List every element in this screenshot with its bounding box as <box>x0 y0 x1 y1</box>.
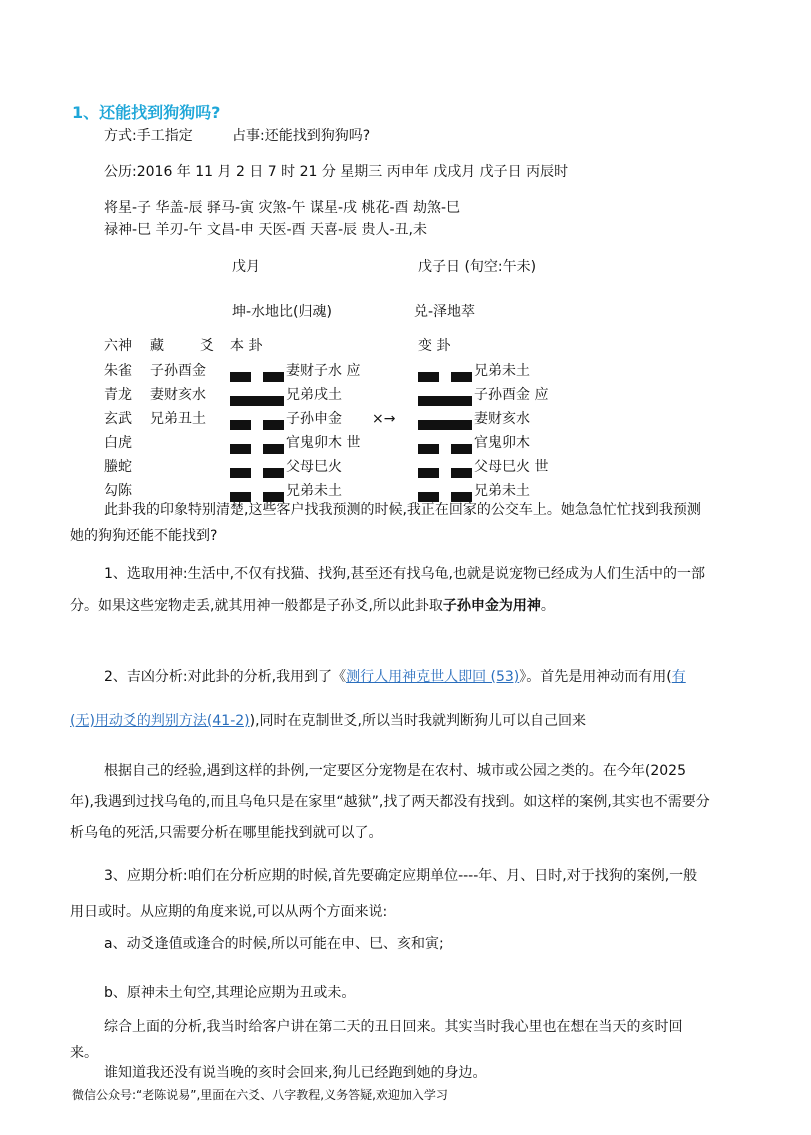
paragraph-jixiong-b: 》。首先是用神动而有用( <box>519 669 672 685</box>
paragraph-yongshen <box>70 558 710 622</box>
liushen-label: 玄武 <box>104 411 132 427</box>
liushen-label: 白虎 <box>104 435 132 451</box>
ben-yao-line <box>230 462 286 481</box>
header-ben: 本 卦 <box>230 338 263 354</box>
hidden-yao-label: 子孙酉金 <box>150 363 206 379</box>
paragraph-jixiong-a: 2、吉凶分析:对此卦的分析,我用到了《 <box>104 669 347 685</box>
ben-yao-line <box>230 414 286 433</box>
moving-mark: ×→ <box>372 411 396 427</box>
hidden-yao-label: 兄弟丑土 <box>150 411 206 427</box>
bian-yao-line <box>418 462 474 481</box>
bian-yao-label: 官鬼卯木 <box>474 435 530 451</box>
paragraph-yongshen-end: 。 <box>540 598 555 614</box>
liushen-label: 朱雀 <box>104 363 132 379</box>
link-dongyao-41-2[interactable]: 有(无)用动爻的判别方法(41-2) <box>70 669 686 729</box>
header-cang: 藏 <box>150 338 164 354</box>
paragraph-yingqi: 3、应期分析:咱们在分析应期的时候,首先要确定应期单位----年、月、日时,对于找狗的案例,一般用日或时。从应期的角度来说,可以从两个方面来说: <box>70 868 698 920</box>
day-label: 戊子日 (旬空:午未) <box>418 259 537 275</box>
calendar-line: 公历:2016 年 11 月 2 日 7 时 21 分 星期三 丙申年 戊戌月 戊子日 丙辰时 <box>104 164 569 180</box>
ben-yao-label: 兄弟未土 <box>286 483 342 499</box>
bian-yao-label: 兄弟未土 <box>474 363 530 379</box>
intro-paragraph: 此卦我的印象特别清楚,这些客户找我预测的时候,我正在回家的公交车上。她急急忙忙找到我预测她的狗狗还能不能找到? <box>70 502 701 544</box>
bian-yao-line <box>418 414 474 433</box>
paragraph-jixiong-c: ),同时在克制世爻,所以当时我就判断狗儿可以自己回来 <box>249 713 586 729</box>
ben-yao-line <box>230 390 286 409</box>
bian-yao-line <box>418 366 474 385</box>
article-title: 1、还能找到狗狗吗? <box>72 103 221 122</box>
ben-yao-label: 兄弟戌土 <box>286 387 342 403</box>
bian-yao-label: 妻财亥水 <box>474 411 530 427</box>
stars-row-1: 将星-子 华盖-辰 驿马-寅 灾煞-午 谋星-戌 桃花-酉 劫煞-巳 <box>104 200 461 216</box>
ben-yao-line <box>230 366 286 385</box>
bian-gua-name: 兑-泽地萃 <box>414 304 476 320</box>
experience-paragraph: 根据自己的经验,遇到这样的卦例,一定要区分宠物是在农村、城市或公园之类的。在今年(2025 年),我遇到过找乌龟的,而且乌龟只是在家里“越狱”,找了两天都没有找到。如这样的案例,其实也不需要分析乌龟的死活,只需要分析在哪里能找到就可以了。 <box>70 763 710 841</box>
matter-label: 占事:还能找到狗狗吗? <box>232 128 371 144</box>
footer-note: 微信公众号:“老陈说易”,里面在六爻、八字教程,义务答疑,欢迎加入学习 <box>72 1088 448 1102</box>
liushen-label: 勾陈 <box>104 483 132 499</box>
ben-yao-label: 父母巳火 <box>286 459 342 475</box>
bian-yao-label: 兄弟未土 <box>474 483 530 499</box>
yongshen-highlight: 子孙申金为用神 <box>442 598 541 614</box>
bian-yao-label: 父母巳火 世 <box>474 459 549 475</box>
bian-yao-label: 子孙酉金 应 <box>474 387 549 403</box>
liushen-label: 青龙 <box>104 387 132 403</box>
stars-row-2: 禄神-巳 羊刃-午 文昌-申 天医-酉 天喜-辰 贵人-丑,未 <box>104 222 428 238</box>
ben-yao-label: 妻财子水 应 <box>286 363 361 379</box>
link-xingren-53[interactable]: 测行人用神克世人即回 (53) <box>346 669 520 685</box>
header-bian: 变 卦 <box>418 338 451 354</box>
bian-yao-line <box>418 438 474 457</box>
ben-yao-line <box>230 438 286 457</box>
liushen-label: 螣蛇 <box>104 459 132 475</box>
hidden-yao-label: 妻财亥水 <box>150 387 206 403</box>
month-label: 戊月 <box>232 259 260 275</box>
ben-yao-label: 官鬼卯木 世 <box>286 435 361 451</box>
method-label: 方式:手工指定 <box>104 128 193 144</box>
bian-yao-line <box>418 390 474 409</box>
ben-yao-label: 子孙申金 <box>286 411 342 427</box>
paragraph-yongshen-text: 1、选取用神:生活中,不仅有找猫、找狗,甚至还有找乌龟,也就是说宠物已经成为人们生活中的一部分。如果这些宠物走丢,就其用神一般都是子孙爻,所以此卦取 <box>70 566 705 614</box>
ben-gua-name: 坤-水地比(归魂) <box>232 304 332 320</box>
ending-paragraph: 谁知道我还没有说当晚的亥时会回来,狗儿已经跑到她的身边。 <box>104 1065 487 1081</box>
header-yao: 爻 <box>200 338 214 354</box>
point-a: a、动爻逢值或逢合的时候,所以可能在申、巳、亥和寅; <box>104 936 444 952</box>
summary-paragraph: 综合上面的分析,我当时给客户讲在第二天的丑日回来。其实当时我心里也在想在当天的亥时回来。 <box>70 1019 683 1061</box>
header-liushen: 六神 <box>104 338 132 354</box>
point-b: b、原神未土旬空,其理论应期为丑或未。 <box>104 985 356 1001</box>
paragraph-jixiong <box>70 655 710 743</box>
